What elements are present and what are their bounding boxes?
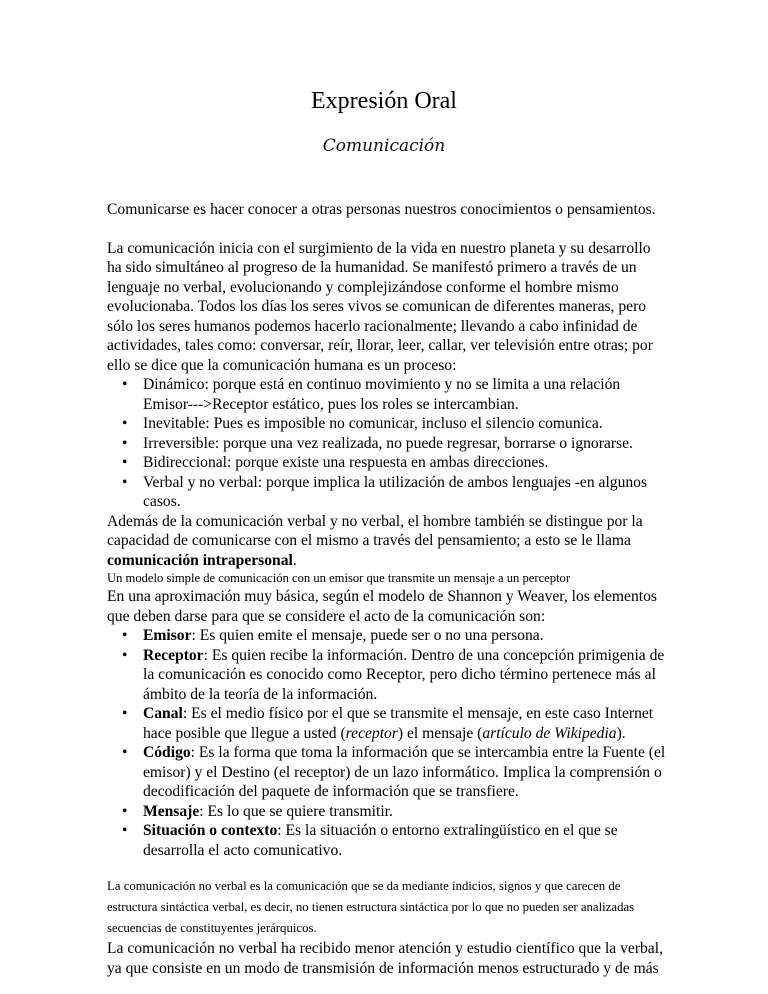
process-list (107, 375, 667, 512)
paragraph-model: En una aproximación muy básica, según el modelo de Shannon y Weaver, los elementos que deben darse para que se considere el acto de la comunicación son: (107, 588, 657, 625)
list-item: • Inevitable: Pues es imposible no comunicar, incluso el silencio comunica. (107, 414, 667, 434)
paragraph-definition: Comunicarse es hacer conocer a otras personas nuestros conocimientos o pensamientos. (107, 201, 656, 218)
list-item-receptor (107, 646, 667, 705)
term: Emisor (143, 627, 192, 644)
term: Código (143, 744, 191, 761)
term: Receptor (143, 646, 204, 664)
list-item: • Irreversible: porque una vez realizada, no puede regresar, borrarse o ignorarse. (107, 434, 667, 454)
definition: : Es el medio físico por el que se transmite el mensaje, en este caso Internet hace posible que llegue a usted ( (143, 705, 654, 742)
definition: : Es quien recibe la información. Dentro de una concepción primigenia de la comunicación es conocido como Receptor, pero dicho término pertenece más al ámbito de la teoría de la información. (143, 646, 665, 703)
paragraph-intro: La comunicación inicia con el surgimiento de la vida en nuestro planeta y su desarrollo ha sido simultáneo al progreso de la humanidad. Se manifestó primero a través de un lenguaje no verbal, evolucionando y complejizándose conforme el hombre mismo evolucionaba. Todos los días los seres vivos se comunican de diferentes maneras, pero sólo los seres humanos podemos hacerlo racionalmente; llevando a cabo infinidad de actividades, tales como: conversar, reír, llorar, leer, callar, ver televisión entre otras; por ello se dice que la comunicación humana es un proceso: (107, 239, 653, 374)
paragraph-nonverbal-small: La comunicación no verbal es la comunicación que se da mediante indicios, signos y que carecen de estructura sintáctica verbal, es decir, no tienen estructura sintáctica por lo que no pueden ser analizadas secuencias de constituyentes jerárquicos. (107, 879, 635, 935)
list-item-codigo (107, 743, 667, 802)
list-item-mensaje (107, 802, 667, 822)
definition: : Es lo que se quiere transmitir. (199, 802, 393, 820)
list-item-contexto (107, 821, 667, 860)
definition: : Es la forma que toma la información que se intercambia entre la Fuente (el emisor) y el Destino (el receptor) de un lazo informático. Implica la comprensión o decodificación del paquete de información que se transfiere. (143, 744, 666, 800)
definition: : Es quien emite el mensaje, puede ser o no una persona. (191, 627, 544, 644)
paragraph-end: . (292, 551, 297, 569)
page-title: Expresión Oral (311, 88, 457, 114)
list-item: • Dinámico: porque está en continuo movimiento y no se limita a una relación Emisor--->Receptor estático, pues los roles se intercambian. (107, 375, 667, 414)
italic-term: artículo de Wikipedia (482, 724, 617, 742)
figure-caption: Un modelo simple de comunicación con un emisor que transmite un mensaje a un perceptor (107, 571, 571, 585)
term: Canal (143, 705, 183, 722)
elements-list (107, 626, 667, 860)
list-item: • Verbal y no verbal: porque implica la utilización de ambos lenguajes -en algunos casos. (107, 473, 667, 512)
italic-term: receptor (345, 724, 398, 742)
paragraph-intrapersonal (107, 512, 667, 571)
paragraph-text: Además de la comunicación verbal y no verbal, el hombre también se distingue por la capacidad de comunicarse con el mismo a través del pensamiento; a esto se le llama (107, 512, 643, 549)
paragraph-nonverbal: La comunicación no verbal ha recibido menor atención y estudio científico que la verbal, ya que consiste en un modo de transmisión de información menos estructurado y de más (107, 940, 663, 977)
list-item-emisor (107, 626, 667, 646)
term: Situación o contexto (143, 822, 278, 839)
definition: : Es la situación o entorno extralingüístico en el que se desarrolla el acto comunicativo. (143, 822, 618, 859)
list-item: • Bidireccional: porque existe una respuesta en ambas direcciones. (107, 453, 667, 473)
list-item-canal (107, 704, 667, 743)
definition: ) el mensaje ( (397, 724, 483, 742)
term: Mensaje (143, 802, 200, 820)
bold-term: comunicación intrapersonal (107, 551, 293, 569)
document-body (107, 200, 667, 978)
definition: ). (616, 724, 626, 742)
page-subtitle: Comunicación (322, 136, 446, 156)
